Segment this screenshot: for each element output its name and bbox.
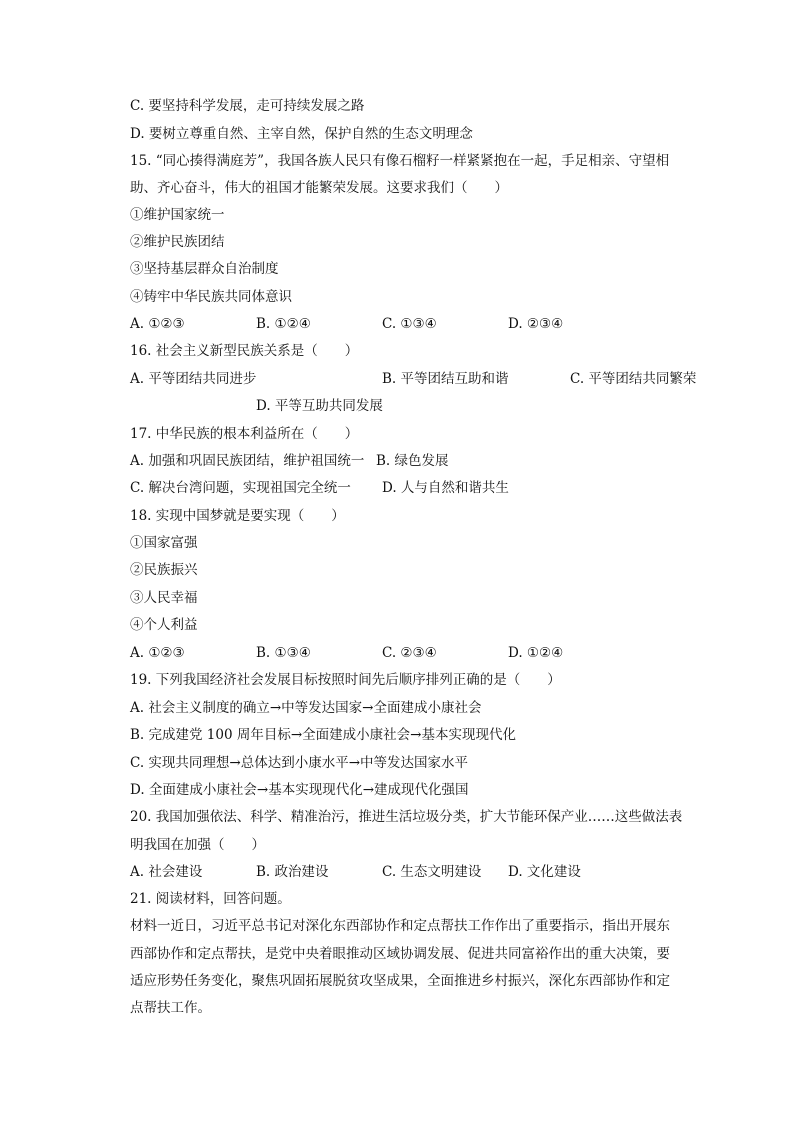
q18-stem: 18. 实现中国梦就是要实现（ ） — [130, 508, 345, 524]
q16-options-row2 — [130, 396, 700, 416]
q20-stem-line1: 20. 我国加强依法、科学、精准治污，推进生活垃圾分类，扩大节能环保产业……这些做法表 — [130, 809, 683, 825]
q19-option-a: A. 社会主义制度的确立→中等发达国家→全面建成小康社会 — [130, 700, 482, 716]
q18-item-2: ②民族振兴 — [130, 562, 198, 578]
q15-options — [130, 314, 700, 334]
q16-option-b: B. 平等团结互助和谐 — [382, 371, 509, 387]
q14-option-c: C. 要坚持科学发展，走可持续发展之路 — [130, 98, 365, 114]
q18-item-1: ①国家富强 — [130, 535, 198, 551]
q19-option-b: B. 完成建党 100 周年目标→全面建成小康社会→基本实现现代化 — [130, 727, 516, 743]
q16-stem: 16. 社会主义新型民族关系是（ ） — [130, 343, 359, 359]
q19-stem: 19. 下列我国经济社会发展目标按照时间先后顺序排列正确的是（ ） — [130, 672, 561, 688]
q17-option-d: D. 人与自然和谐共生 — [382, 480, 509, 496]
q17-stem: 17. 中华民族的根本利益所在（ ） — [130, 426, 359, 442]
q20-option-d: D. 文化建设 — [508, 864, 581, 880]
q18-option-d: D. ①②④ — [508, 645, 564, 661]
q15-option-d: D. ②③④ — [508, 316, 564, 332]
q15-option-b: B. ①②④ — [256, 316, 311, 332]
q20-option-b: B. 政治建设 — [256, 864, 329, 880]
q15-item-4: ④铸牢中华民族共同体意识 — [130, 289, 292, 305]
q20-option-c: C. 生态文明建设 — [382, 864, 482, 880]
q19-option-c: C. 实现共同理想→总体达到小康水平→中等发达国家水平 — [130, 755, 469, 771]
q19-option-d: D. 全面建成小康社会→基本实现现代化→建成现代化强国 — [130, 782, 469, 798]
q16-option-d: D. 平等互助共同发展 — [256, 398, 383, 414]
q21-material-line4: 点帮扶工作。 — [130, 1000, 211, 1016]
q15-item-1: ①维护国家统一 — [130, 207, 225, 223]
q15-stem-line1: 15. “同心揍得满庭芳”，我国各族人民只有像石榴籽一样紧紧抱在一起，手足相亲、守望相 — [130, 153, 670, 169]
q15-option-a: A. ①②③ — [130, 316, 185, 332]
q21-material-line1: 材料一近日，习近平总书记对深化东西部协作和定点帮扶工作作出了重要指示，指出开展东 — [130, 918, 670, 934]
q20-options — [130, 862, 700, 882]
q16-option-a: A. 平等团结共同进步 — [130, 371, 257, 387]
q20-stem-line2: 明我国在加强（ ） — [130, 837, 265, 853]
q21-material-line3: 适应形势任务变化，聚焦巩固拓展脱贫攻坚成果，全面推进乡村振兴，深化东西部协作和定 — [130, 973, 670, 989]
q18-item-4: ④个人利益 — [130, 617, 198, 633]
q16-options-row1 — [130, 369, 700, 389]
q18-item-3: ③人民幸福 — [130, 590, 198, 606]
q21-material-line2: 西部协作和定点帮扶，是党中央着眼推动区域协调发展、促进共同富裕作出的重大决策，要 — [130, 946, 670, 962]
q20-option-a: A. 社会建设 — [130, 864, 203, 880]
q14-option-d: D. 要树立尊重自然、主宰自然，保护自然的生态文明理念 — [130, 126, 473, 142]
q17-options-row2 — [130, 478, 700, 498]
q18-option-a: A. ①②③ — [130, 645, 185, 661]
q21-stem: 21. 阅读材料，回答问题。 — [130, 891, 291, 907]
q18-option-b: B. ①③④ — [256, 645, 311, 661]
q17-option-b: B. 绿色发展 — [376, 453, 449, 469]
q15-item-2: ②维护民族团结 — [130, 234, 225, 250]
q17-option-c: C. 解决台湾问题，实现祖国完全统一 — [130, 480, 351, 496]
q17-option-a: A. 加强和巩固民族团结，维护祖国统一 — [130, 453, 365, 469]
q15-item-3: ③坚持基层群众自治制度 — [130, 261, 279, 277]
q15-stem-line2: 助、齐心奋斗，伟大的祖国才能繁荣发展。这要求我们（ ） — [130, 180, 508, 196]
q18-options — [130, 643, 700, 663]
q18-option-c: C. ②③④ — [382, 645, 437, 661]
q17-options-row1 — [130, 451, 700, 471]
q15-option-c: C. ①③④ — [382, 316, 437, 332]
q16-option-c: C. 平等团结共同繁荣 — [570, 371, 697, 387]
